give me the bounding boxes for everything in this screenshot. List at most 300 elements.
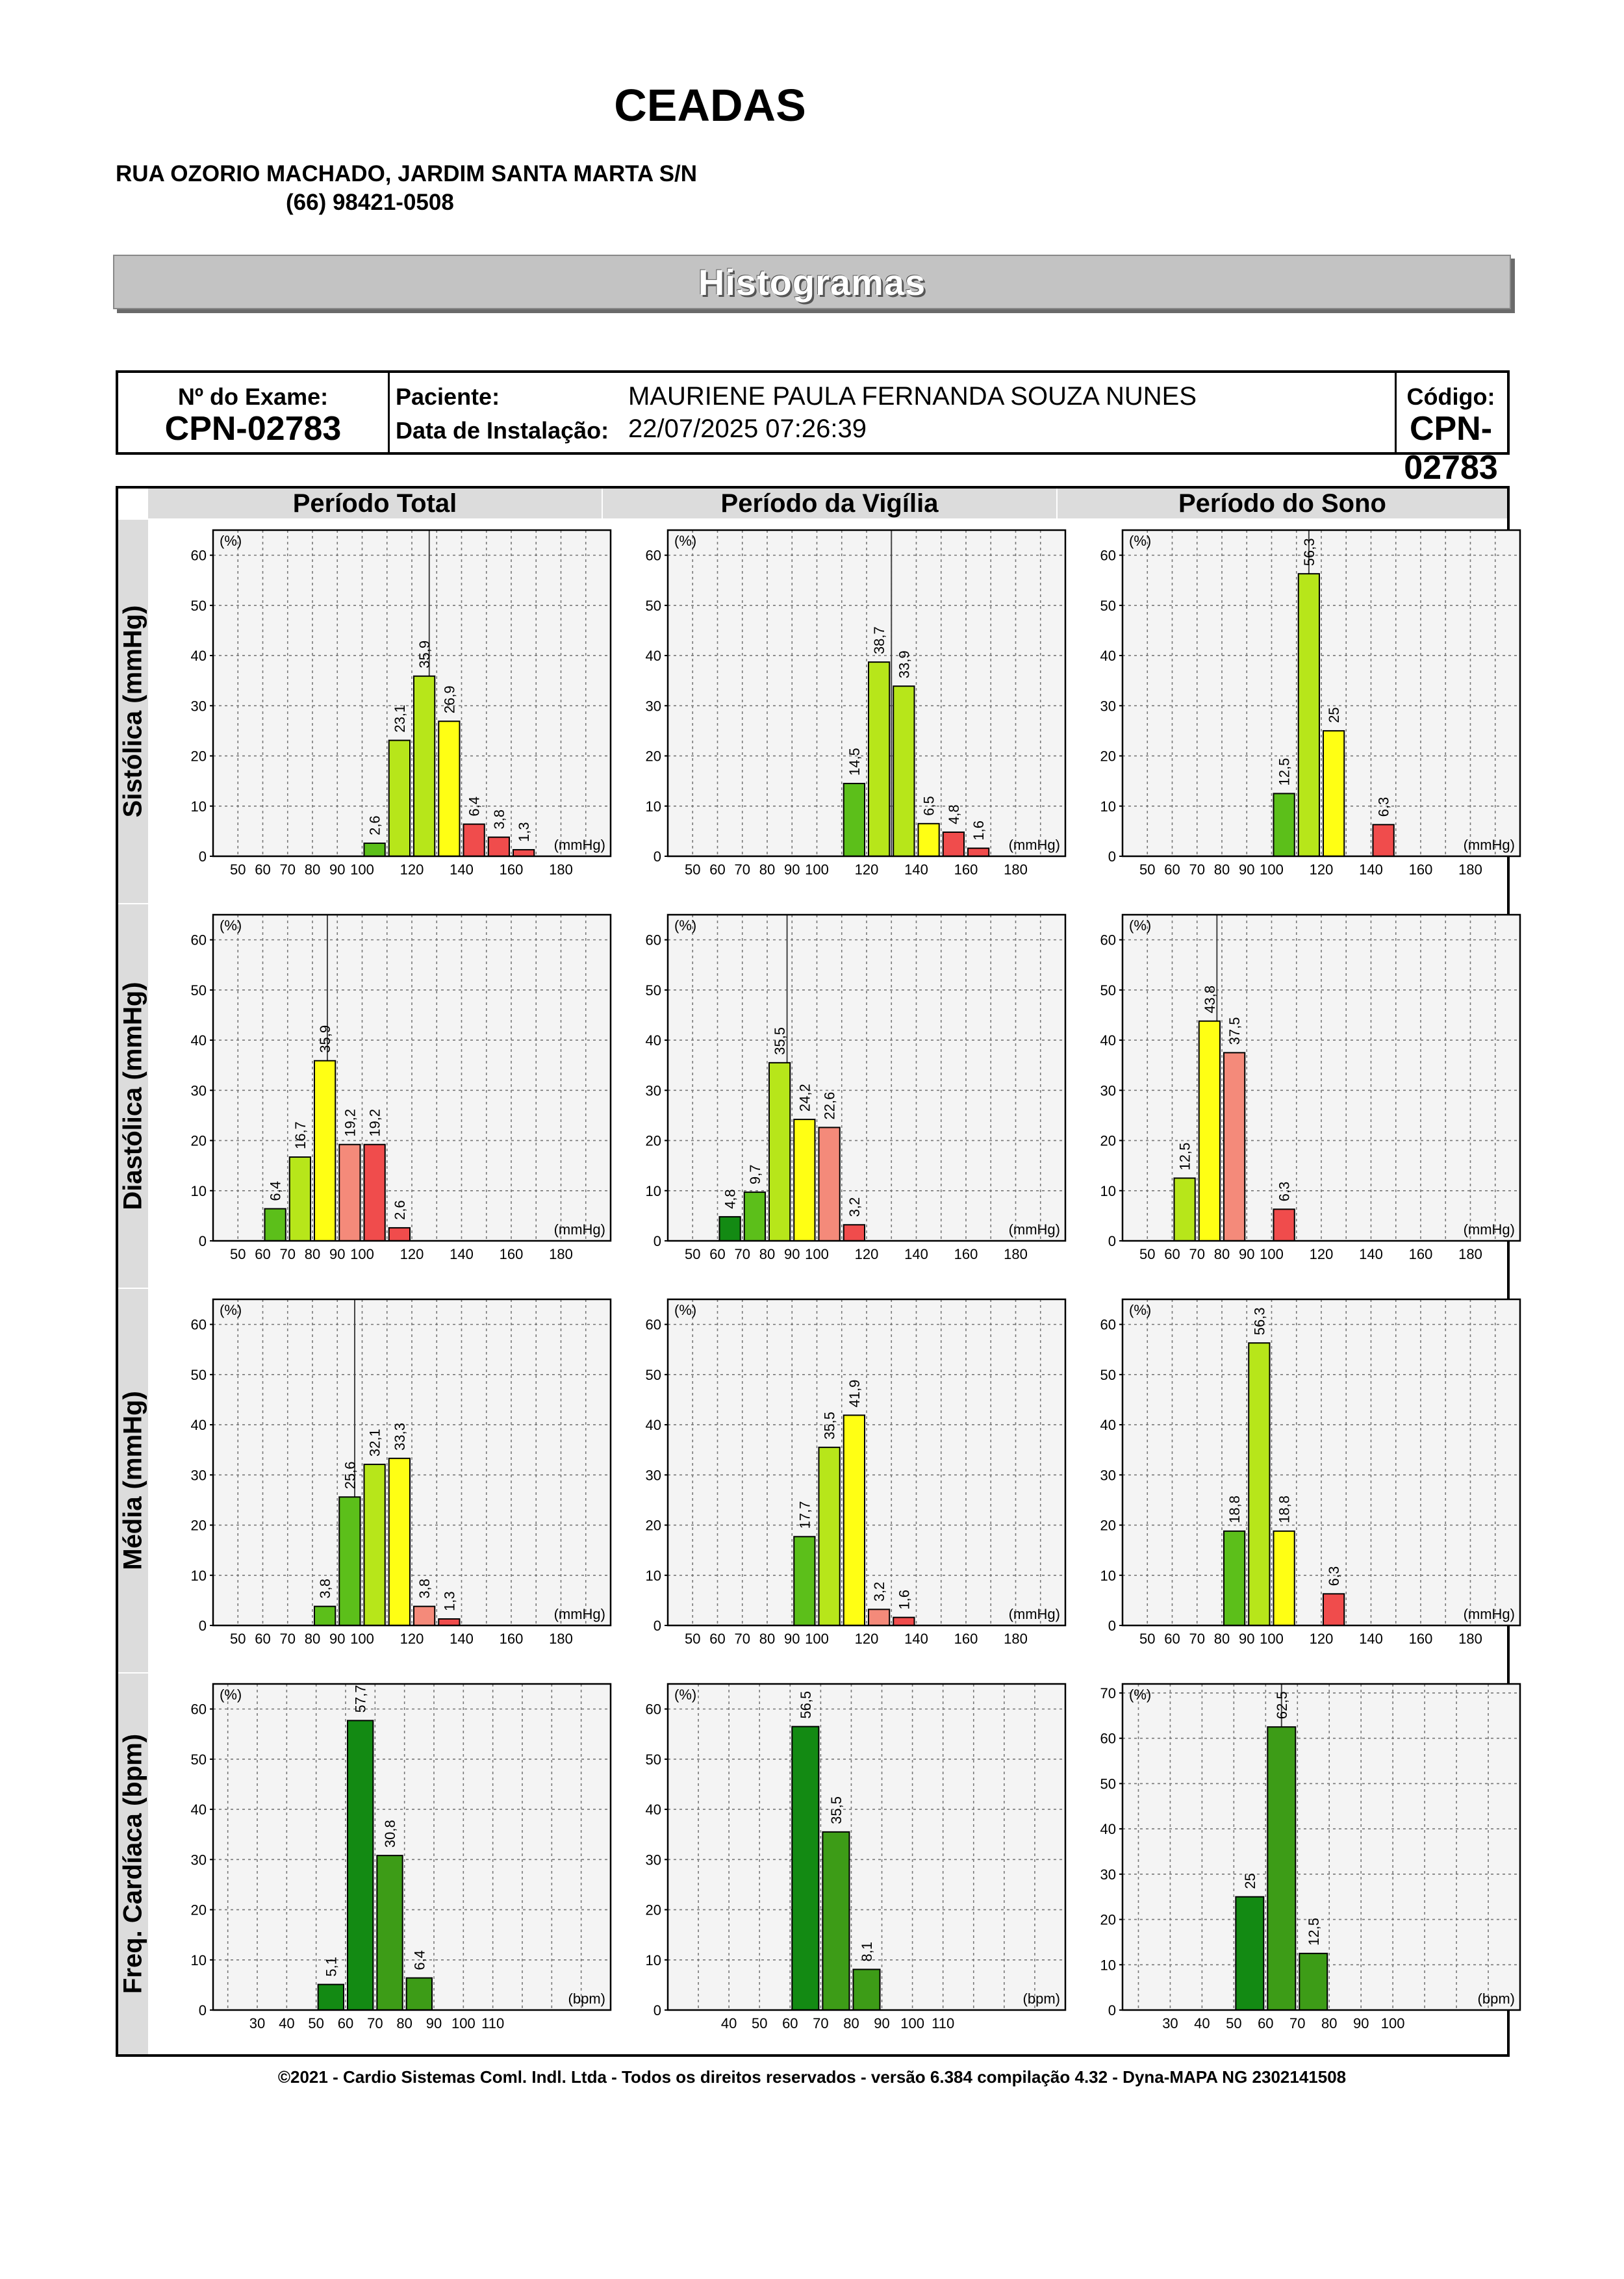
x-tick-label: 60 xyxy=(1164,1631,1180,1647)
bar xyxy=(1224,1052,1245,1241)
histogram-panel-3-0 xyxy=(191,1684,611,2031)
histogram-panel-0-0 xyxy=(191,530,611,878)
x-tick-label: 40 xyxy=(1194,2015,1210,2031)
bar xyxy=(348,1720,373,2010)
bar xyxy=(339,1145,360,1241)
x-tick-label: 80 xyxy=(1321,2015,1338,2031)
bar xyxy=(1199,1021,1220,1241)
exam-number-value: CPN-02783 xyxy=(164,410,342,448)
y-tick-label: 60 xyxy=(645,1316,661,1333)
x-tick-label: 180 xyxy=(1004,1631,1028,1647)
y-axis-unit: (%) xyxy=(1129,1687,1152,1703)
x-tick-label: 100 xyxy=(1380,2015,1405,2031)
x-tick-label: 90 xyxy=(784,1246,800,1262)
x-tick-label: 120 xyxy=(854,1246,879,1262)
x-tick-label: 120 xyxy=(1309,1631,1334,1647)
x-tick-label: 180 xyxy=(549,1631,573,1647)
histogram-panel-2-1 xyxy=(646,1299,1065,1647)
bar xyxy=(438,1619,459,1625)
bar-value-label: 35,9 xyxy=(317,1025,334,1053)
y-tick-label: 20 xyxy=(190,748,207,765)
x-tick-label: 30 xyxy=(249,2015,266,2031)
y-tick-label: 40 xyxy=(645,1417,661,1434)
bar-value-label: 6,3 xyxy=(1326,1566,1343,1586)
bar-value-label: 9,7 xyxy=(746,1164,763,1185)
y-tick-label: 60 xyxy=(1100,1316,1116,1333)
bar-value-label: 35,5 xyxy=(772,1027,789,1055)
x-tick-label: 90 xyxy=(329,1631,346,1647)
bar-value-label: 30,8 xyxy=(382,1820,398,1848)
x-tick-label: 40 xyxy=(279,2015,295,2031)
clinic-phone: (66) 98421-0508 xyxy=(286,190,454,215)
x-tick-label: 90 xyxy=(784,1631,800,1647)
x-tick-label: 100 xyxy=(1260,1631,1284,1647)
y-tick-label: 20 xyxy=(190,1902,207,1918)
histogram-panel-1-1 xyxy=(646,915,1065,1262)
bar xyxy=(1236,1897,1263,2010)
x-tick-label: 80 xyxy=(1213,1631,1230,1647)
section-banner xyxy=(113,255,1511,309)
x-axis-unit: (mmHg) xyxy=(1008,837,1060,853)
y-axis-unit: (%) xyxy=(1129,1302,1152,1318)
y-tick-label: 60 xyxy=(190,932,207,949)
x-tick-label: 50 xyxy=(230,861,246,878)
histogram-panel-0-2 xyxy=(1100,530,1520,878)
x-tick-label: 110 xyxy=(932,2015,955,2031)
x-tick-label: 90 xyxy=(1239,1631,1255,1647)
bar xyxy=(1299,1954,1327,2010)
x-tick-label: 100 xyxy=(451,2015,476,2031)
x-tick-label: 180 xyxy=(1458,1631,1482,1647)
x-axis-unit: (mmHg) xyxy=(553,1606,605,1622)
bar-value-label: 33,9 xyxy=(896,650,913,679)
bar-value-label: 57,7 xyxy=(352,1685,369,1713)
y-tick-label: 20 xyxy=(1100,1132,1116,1149)
x-tick-label: 90 xyxy=(1352,2015,1369,2031)
bar xyxy=(414,1607,435,1625)
bar-value-label: 1,6 xyxy=(971,821,987,841)
y-tick-label: 10 xyxy=(645,1182,661,1199)
install-date-label: Data de Instalação: xyxy=(396,417,609,444)
bar-value-label: 25 xyxy=(1326,707,1343,723)
x-tick-label: 50 xyxy=(308,2015,324,2031)
x-tick-label: 160 xyxy=(499,861,524,878)
footer-copyright: ©2021 - Cardio Sistemas Coml. Indl. Ltda - Todos os direitos reservados - versão 6.384 compilação 4.32 - Dyna-MAPA NG 2302141508 xyxy=(277,2067,1347,2087)
y-tick-label: 0 xyxy=(653,1618,661,1634)
x-tick-label: 180 xyxy=(1458,1246,1482,1262)
bar-value-label: 16,7 xyxy=(292,1121,309,1150)
x-tick-label: 60 xyxy=(709,861,726,878)
y-tick-label: 0 xyxy=(1108,1233,1116,1249)
bar xyxy=(919,824,939,856)
bar-value-label: 37,5 xyxy=(1226,1017,1243,1045)
bar-value-label: 14,5 xyxy=(846,748,863,776)
y-tick-label: 10 xyxy=(190,1952,207,1968)
x-tick-label: 70 xyxy=(279,1246,296,1262)
bar xyxy=(869,662,889,856)
x-tick-label: 180 xyxy=(549,861,573,878)
y-tick-label: 30 xyxy=(645,1467,661,1484)
histogram-panel-3-1 xyxy=(646,1684,1065,2031)
y-tick-label: 60 xyxy=(645,547,661,564)
bar xyxy=(844,1415,865,1625)
bar-value-label: 6,4 xyxy=(267,1180,284,1201)
x-tick-label: 120 xyxy=(400,861,424,878)
x-tick-label: 140 xyxy=(450,861,474,878)
y-tick-label: 0 xyxy=(1108,1618,1116,1634)
y-tick-label: 40 xyxy=(190,1417,207,1434)
bar xyxy=(314,1061,335,1241)
y-tick-label: 10 xyxy=(645,798,661,815)
y-tick-label: 50 xyxy=(1100,597,1116,614)
x-tick-label: 120 xyxy=(400,1246,424,1262)
bar xyxy=(792,1727,818,2010)
bar-value-label: 18,8 xyxy=(1276,1495,1293,1523)
y-axis-unit: (%) xyxy=(674,1687,697,1703)
y-tick-label: 0 xyxy=(653,1233,661,1249)
bar xyxy=(364,1464,385,1625)
code-cell xyxy=(1395,373,1507,487)
install-date-value: 22/07/2025 07:26:39 xyxy=(628,414,867,443)
y-axis-unit: (%) xyxy=(674,533,697,549)
y-tick-label: 40 xyxy=(645,648,661,665)
x-tick-label: 90 xyxy=(329,861,346,878)
x-tick-label: 70 xyxy=(1189,1246,1205,1262)
bar xyxy=(943,832,964,856)
bar-value-label: 18,8 xyxy=(1226,1495,1243,1523)
y-tick-label: 20 xyxy=(1100,748,1116,765)
x-tick-label: 120 xyxy=(400,1631,424,1647)
bar-value-label: 1,3 xyxy=(516,822,533,842)
bar-value-label: 2,6 xyxy=(366,815,383,835)
bar xyxy=(1323,731,1344,856)
x-axis-unit: (mmHg) xyxy=(1463,1606,1515,1622)
clinic-address: RUA OZORIO MACHADO, JARDIM SANTA MARTA S/N xyxy=(116,161,698,186)
bar-value-label: 19,2 xyxy=(342,1108,359,1137)
y-tick-label: 20 xyxy=(190,1517,207,1534)
bar xyxy=(389,1228,410,1241)
exam-info-box xyxy=(116,370,1510,487)
x-tick-label: 90 xyxy=(1239,861,1255,878)
x-tick-label: 160 xyxy=(954,1631,978,1647)
bar xyxy=(819,1127,840,1241)
y-tick-label: 10 xyxy=(1100,1567,1116,1584)
y-tick-label: 20 xyxy=(645,748,661,765)
x-tick-label: 70 xyxy=(367,2015,383,2031)
x-tick-label: 70 xyxy=(279,861,296,878)
x-tick-label: 50 xyxy=(685,1631,701,1647)
y-tick-label: 20 xyxy=(1100,1517,1116,1534)
bar-value-label: 33,3 xyxy=(391,1422,408,1451)
bar xyxy=(1224,1531,1245,1625)
x-tick-label: 180 xyxy=(1004,1246,1028,1262)
bar-value-label: 22,6 xyxy=(821,1091,838,1120)
bar-value-label: 35,5 xyxy=(821,1412,838,1440)
x-tick-label: 90 xyxy=(874,2015,890,2031)
x-tick-label: 70 xyxy=(1289,2015,1306,2031)
bar xyxy=(794,1119,815,1241)
y-tick-label: 50 xyxy=(190,982,207,999)
x-tick-label: 60 xyxy=(255,861,271,878)
x-tick-label: 50 xyxy=(685,861,701,878)
bar xyxy=(844,783,865,856)
x-tick-label: 50 xyxy=(1226,2015,1242,2031)
bar-value-label: 62,5 xyxy=(1273,1691,1290,1720)
bar xyxy=(1249,1343,1269,1625)
y-tick-label: 0 xyxy=(653,2002,661,2018)
x-tick-label: 160 xyxy=(954,1246,978,1262)
y-tick-label: 50 xyxy=(645,597,661,614)
y-tick-label: 10 xyxy=(1100,798,1116,815)
bar xyxy=(794,1536,815,1625)
y-tick-label: 60 xyxy=(190,1316,207,1333)
y-tick-label: 40 xyxy=(190,1802,207,1818)
bar-value-label: 56,3 xyxy=(1300,538,1317,567)
y-tick-label: 10 xyxy=(645,1952,661,1968)
bar-value-label: 17,7 xyxy=(796,1501,813,1529)
x-tick-label: 60 xyxy=(1258,2015,1274,2031)
x-tick-label: 70 xyxy=(813,2015,829,2031)
bar-value-label: 3,8 xyxy=(490,809,507,830)
x-tick-label: 100 xyxy=(805,1246,829,1262)
y-tick-label: 50 xyxy=(1100,1366,1116,1383)
x-tick-label: 180 xyxy=(549,1246,573,1262)
bar-value-label: 5,1 xyxy=(323,1957,340,1977)
bar-value-label: 23,1 xyxy=(391,704,408,733)
y-tick-label: 40 xyxy=(1100,1417,1116,1434)
y-tick-label: 40 xyxy=(190,648,207,665)
y-axis-unit: (%) xyxy=(220,1302,242,1318)
x-tick-label: 50 xyxy=(751,2015,768,2031)
bar xyxy=(389,741,410,856)
x-tick-label: 160 xyxy=(499,1631,524,1647)
x-tick-label: 50 xyxy=(230,1246,246,1262)
bar-value-label: 6,4 xyxy=(411,1950,428,1970)
bar-value-label: 43,8 xyxy=(1201,985,1218,1013)
y-tick-label: 60 xyxy=(1100,547,1116,564)
x-tick-label: 80 xyxy=(1213,861,1230,878)
x-tick-label: 160 xyxy=(1408,1246,1433,1262)
bar-value-label: 3,8 xyxy=(416,1579,433,1599)
bar xyxy=(318,1985,344,2010)
y-axis-unit: (%) xyxy=(674,917,697,934)
y-tick-label: 30 xyxy=(645,1082,661,1099)
y-tick-label: 40 xyxy=(1100,1821,1116,1838)
bar-value-label: 12,5 xyxy=(1305,1918,1322,1946)
bar-value-label: 4,8 xyxy=(945,804,962,824)
y-tick-label: 10 xyxy=(645,1567,661,1584)
y-tick-label: 20 xyxy=(645,1132,661,1149)
y-tick-label: 70 xyxy=(1100,1685,1116,1701)
bar-value-label: 25 xyxy=(1241,1873,1258,1889)
bar-value-label: 6,3 xyxy=(1375,796,1392,817)
x-tick-label: 30 xyxy=(1162,2015,1178,2031)
x-tick-label: 40 xyxy=(720,2015,737,2031)
y-tick-label: 60 xyxy=(645,1701,661,1718)
x-tick-label: 70 xyxy=(1189,1631,1205,1647)
x-tick-label: 110 xyxy=(481,2015,505,2031)
x-tick-label: 90 xyxy=(1239,1246,1255,1262)
x-tick-label: 90 xyxy=(784,861,800,878)
bar xyxy=(893,1618,914,1625)
x-tick-label: 60 xyxy=(709,1631,726,1647)
bar-value-label: 1,3 xyxy=(441,1591,458,1611)
bar-value-label: 25,6 xyxy=(342,1461,359,1490)
x-axis-unit: (bpm) xyxy=(568,1991,605,2007)
x-tick-label: 70 xyxy=(279,1631,296,1647)
y-tick-label: 50 xyxy=(190,1751,207,1768)
x-tick-label: 160 xyxy=(1408,1631,1433,1647)
bar xyxy=(1373,824,1394,856)
bar-value-label: 8,1 xyxy=(859,1941,875,1962)
y-tick-label: 10 xyxy=(1100,1182,1116,1199)
y-tick-label: 30 xyxy=(645,1852,661,1868)
x-tick-label: 50 xyxy=(1139,1246,1156,1262)
y-tick-label: 60 xyxy=(190,1701,207,1718)
histogram-panel-3-2 xyxy=(1100,1684,1520,2031)
bar-value-label: 12,5 xyxy=(1176,1142,1193,1171)
x-tick-label: 50 xyxy=(1139,861,1156,878)
x-axis-unit: (mmHg) xyxy=(1463,1221,1515,1238)
x-tick-label: 80 xyxy=(843,2015,859,2031)
x-tick-label: 60 xyxy=(337,2015,354,2031)
y-tick-label: 40 xyxy=(190,1032,207,1049)
x-tick-label: 60 xyxy=(782,2015,798,2031)
bar-value-label: 56,3 xyxy=(1251,1307,1268,1336)
x-tick-label: 80 xyxy=(304,861,321,878)
bar-value-label: 38,7 xyxy=(871,626,888,655)
bar-value-label: 3,2 xyxy=(871,1581,888,1602)
bar xyxy=(364,1145,385,1241)
row-label-freq-text: Freq. Cardíaca (bpm) xyxy=(118,1733,147,1994)
bar xyxy=(1274,793,1295,856)
x-tick-label: 80 xyxy=(759,1246,776,1262)
x-tick-label: 60 xyxy=(709,1246,726,1262)
y-tick-label: 60 xyxy=(645,932,661,949)
bar-value-label: 19,2 xyxy=(366,1108,383,1137)
x-tick-label: 60 xyxy=(255,1631,271,1647)
x-tick-label: 50 xyxy=(685,1246,701,1262)
bar xyxy=(377,1855,402,2010)
histogram-panel-2-0 xyxy=(191,1299,611,1647)
y-axis-unit: (%) xyxy=(1129,917,1152,934)
row-label-diastolica-text: Diastólica (mmHg) xyxy=(118,982,147,1210)
bar xyxy=(364,843,385,856)
column-header-total: Período Total xyxy=(148,489,602,518)
x-tick-label: 100 xyxy=(1260,861,1284,878)
bar-value-label: 3,2 xyxy=(846,1197,863,1217)
histogram-panel-2-2 xyxy=(1100,1299,1520,1647)
bar xyxy=(389,1458,410,1625)
x-axis-unit: (mmHg) xyxy=(1008,1221,1060,1238)
bar xyxy=(853,1969,880,2010)
y-tick-label: 10 xyxy=(190,1182,207,1199)
x-tick-label: 140 xyxy=(1359,1246,1383,1262)
x-axis-unit: (bpm) xyxy=(1477,1991,1515,2007)
bar xyxy=(414,676,435,856)
x-tick-label: 120 xyxy=(854,1631,879,1647)
y-tick-label: 0 xyxy=(1108,2002,1116,2018)
bar xyxy=(1323,1594,1344,1625)
x-tick-label: 60 xyxy=(1164,1246,1180,1262)
bar-value-label: 26,9 xyxy=(441,685,458,714)
histogram-charts xyxy=(118,489,1515,2054)
code-value: CPN-02783 xyxy=(1404,410,1498,487)
row-label-sistolica-text: Sistólica (mmHg) xyxy=(118,605,147,818)
x-tick-label: 140 xyxy=(450,1246,474,1262)
x-tick-label: 140 xyxy=(904,1246,928,1262)
x-tick-label: 50 xyxy=(1139,1631,1156,1647)
y-tick-label: 40 xyxy=(645,1802,661,1818)
bar-value-label: 35,9 xyxy=(416,640,433,668)
bar xyxy=(1299,574,1319,856)
bar xyxy=(339,1497,360,1625)
y-axis-unit: (%) xyxy=(674,1302,697,1318)
y-tick-label: 0 xyxy=(198,848,207,865)
x-tick-label: 80 xyxy=(1213,1246,1230,1262)
y-tick-label: 50 xyxy=(645,982,661,999)
x-axis-unit: (mmHg) xyxy=(1008,1606,1060,1622)
y-tick-label: 40 xyxy=(1100,1032,1116,1049)
x-tick-label: 80 xyxy=(396,2015,412,2031)
bar xyxy=(822,1832,849,2010)
bar xyxy=(769,1063,790,1241)
bar xyxy=(513,850,534,856)
x-tick-label: 70 xyxy=(734,1631,750,1647)
x-tick-label: 120 xyxy=(1309,1246,1334,1262)
x-axis-unit: (bpm) xyxy=(1022,1991,1060,2007)
y-tick-label: 30 xyxy=(645,698,661,715)
x-tick-label: 140 xyxy=(904,1631,928,1647)
x-tick-label: 60 xyxy=(1164,861,1180,878)
bar xyxy=(1274,1531,1295,1625)
y-tick-label: 40 xyxy=(1100,648,1116,665)
y-tick-label: 0 xyxy=(198,2002,207,2018)
bar xyxy=(869,1609,889,1625)
y-axis-unit: (%) xyxy=(220,533,242,549)
code-label: Código: xyxy=(1406,383,1495,410)
bar xyxy=(407,1978,432,2010)
bar xyxy=(744,1192,765,1241)
x-tick-label: 140 xyxy=(1359,1631,1383,1647)
x-tick-label: 80 xyxy=(759,861,776,878)
bar-value-label: 2,6 xyxy=(391,1200,408,1220)
bar xyxy=(488,837,509,856)
x-tick-label: 100 xyxy=(350,861,374,878)
y-tick-label: 50 xyxy=(190,1366,207,1383)
bar xyxy=(893,686,914,856)
y-tick-label: 50 xyxy=(645,1366,661,1383)
bar xyxy=(314,1607,335,1625)
y-tick-label: 0 xyxy=(198,1233,207,1249)
x-tick-label: 80 xyxy=(304,1631,321,1647)
bar-value-label: 6,5 xyxy=(920,796,937,816)
y-tick-label: 30 xyxy=(190,1082,207,1099)
bar xyxy=(844,1225,865,1241)
y-tick-label: 60 xyxy=(1100,1730,1116,1747)
y-tick-label: 10 xyxy=(190,798,207,815)
x-tick-label: 60 xyxy=(255,1246,271,1262)
patient-cell xyxy=(388,373,1397,452)
histogram-panel-1-0 xyxy=(191,915,611,1262)
bar xyxy=(819,1447,840,1625)
x-tick-label: 70 xyxy=(1189,861,1205,878)
x-axis-unit: (mmHg) xyxy=(553,1221,605,1238)
x-tick-label: 70 xyxy=(734,861,750,878)
x-tick-label: 100 xyxy=(1260,1246,1284,1262)
bar xyxy=(265,1209,286,1241)
y-tick-label: 50 xyxy=(1100,1776,1116,1792)
